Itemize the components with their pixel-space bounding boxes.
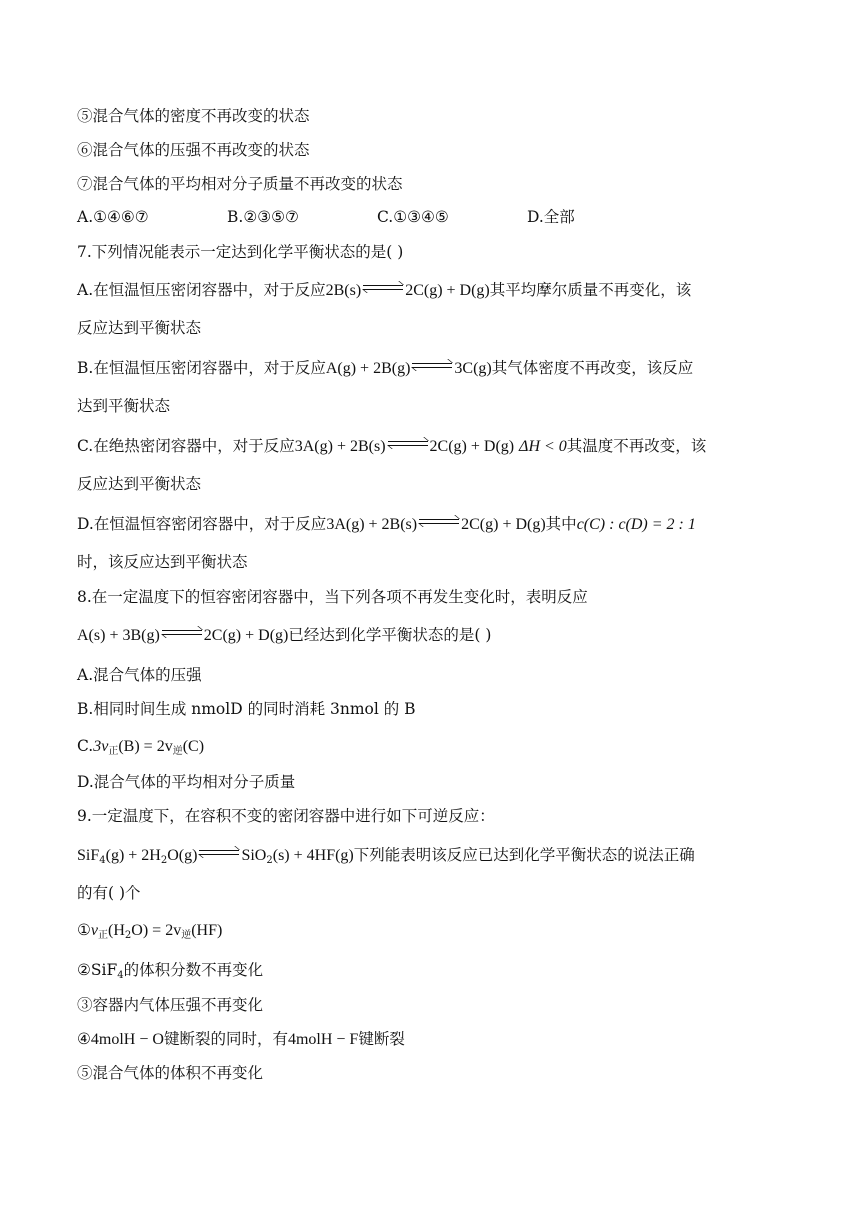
q6-option-d: D.全部 [527, 208, 575, 226]
q6-option-b: B.②③⑤⑦ [227, 208, 299, 226]
q7-option-c: C.在绝热密闭容器中，对于反应3A(g) + 2B(s) 2C(g) + D(g) ΔH < 0其温度不再改变，该 [77, 437, 707, 455]
equilibrium-arrow [412, 361, 452, 371]
q6-options [77, 207, 677, 227]
q9-item-5: ⑤混合气体的体积不再变化 [77, 1064, 264, 1082]
q7-option-b: B.在恒温恒压密闭容器中，对于反应A(g) + 2B(g) 3C(g)其气体密度不再改变，该反应 [77, 359, 694, 377]
q9-item-1: $①v_正(H_2O) = 2v_逆(HF)$ [77, 921, 223, 941]
q8-reaction: A(s) + 3B(g) 2C(g) + D(g)已经达到化学平衡状态的是( ) [77, 626, 492, 644]
equilibrium-arrow [388, 439, 428, 449]
q9-reaction: $SiF_4(g) + 2H_2O(g)$ SiO$_2$(s) + 4HF(g)下列能表明该反应已达到化学平衡状态的说法正确 [77, 846, 695, 866]
equilibrium-arrow [363, 283, 403, 293]
q7-option-c-cont: 反应达到平衡状态 [77, 475, 202, 493]
q9-stem-cont: 的有( )个 [77, 884, 141, 902]
q7-option-a-cont: 反应达到平衡状态 [77, 319, 202, 337]
condition-6: ⑥混合气体的压强不再改变的状态 [77, 141, 310, 159]
q7-option-d: D.在恒温恒容密闭容器中，对于反应3A(g) + 2B(s) 2C(g) + D(g)其中c(C) : c(D) = 2 : 1 [77, 515, 696, 533]
q7-option-d-cont: 时，该反应达到平衡状态 [77, 553, 248, 571]
q8-option-a: A.混合气体的压强 [77, 666, 202, 684]
q8-stem: 8.在一定温度下的恒容密闭容器中，当下列各项不再发生变化时，表明反应 [77, 588, 588, 606]
q8-option-b: B.相同时间生成 nmolD 的同时消耗 3nmol 的 B [77, 700, 416, 718]
condition-5: ⑤混合气体的密度不再改变的状态 [77, 107, 310, 125]
q8-option-c: $C.3v_正(B) = 2v_逆(C)$ [77, 737, 205, 757]
q6-option-a: A.①④⑥⑦ [77, 208, 149, 226]
q7-stem: 7.下列情况能表示一定达到化学平衡状态的是( ) [77, 243, 404, 261]
q6-option-c: C.①③④⑤ [377, 208, 449, 226]
q9-item-3: ③容器内气体压强不再变化 [77, 996, 264, 1014]
condition-7: ⑦混合气体的平均相对分子质量不再改变的状态 [77, 175, 403, 193]
q7-option-a: A.在恒温恒压密闭容器中，对于反应2B(s) 2C(g) + D(g)其平均摩尔质量不再变化，该 [77, 281, 692, 299]
equilibrium-arrow [162, 628, 202, 638]
q9-stem: 9.一定温度下，在容积不变的密闭容器中进行如下可逆反应： [77, 807, 495, 825]
equilibrium-arrow [419, 517, 459, 527]
q9-item-4: ④4molH − O键断裂的同时，有4molH − F键断裂 [77, 1030, 405, 1048]
equilibrium-arrow [199, 848, 239, 858]
q7-option-b-cont: 达到平衡状态 [77, 397, 171, 415]
q8-option-d: D.混合气体的平均相对分子质量 [77, 773, 296, 791]
q9-item-2: ②SiF$_4$的体积分数不再变化 [77, 961, 264, 981]
